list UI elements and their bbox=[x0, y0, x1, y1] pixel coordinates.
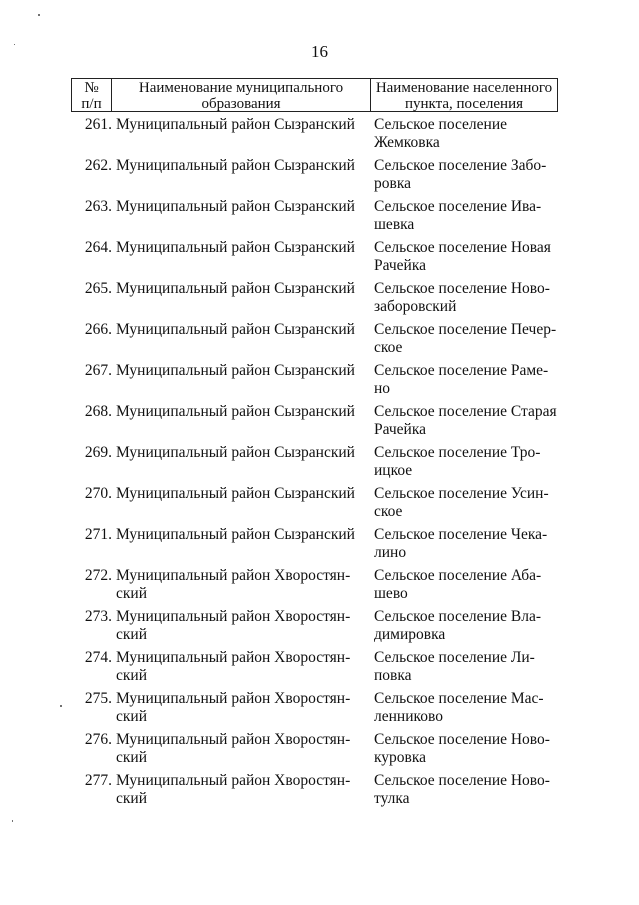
settlement-line2: ское bbox=[374, 503, 403, 520]
settlement-line1: Сельское поселение Забо- bbox=[374, 157, 547, 174]
row-number: 272. bbox=[84, 567, 112, 584]
settlement-line1: Сельское поселение Мас- bbox=[374, 690, 544, 707]
settlement-line1: Сельское поселение Аба- bbox=[374, 567, 542, 584]
row-number: 262. bbox=[84, 157, 112, 174]
row-number: 274. bbox=[84, 649, 112, 666]
municipality-line1: Муниципальный район Сызранский bbox=[116, 321, 355, 338]
settlement-cell bbox=[374, 772, 564, 808]
settlement-line2: Жемковка bbox=[374, 134, 440, 151]
municipality-line2: ский bbox=[116, 626, 147, 643]
municipality-cell bbox=[116, 567, 366, 603]
header-number-line2: п/п bbox=[81, 96, 102, 112]
settlement-line1: Сельское поселение Ли- bbox=[374, 649, 535, 666]
settlement-cell bbox=[374, 690, 564, 726]
municipality-line1: Муниципальный район Хворостян- bbox=[116, 608, 351, 625]
settlement-cell bbox=[374, 444, 564, 480]
row-number: 263. bbox=[84, 198, 112, 215]
municipality-cell bbox=[116, 116, 366, 134]
settlement-line2: лино bbox=[374, 544, 407, 561]
header-municipality-column bbox=[112, 79, 371, 111]
settlement-cell bbox=[374, 403, 564, 439]
row-number: 269. bbox=[84, 444, 112, 461]
scan-speck bbox=[12, 820, 13, 822]
header-settlement-line1: Наименование населенного bbox=[375, 80, 553, 96]
row-number: 277. bbox=[84, 772, 112, 789]
municipality-line1: Муниципальный район Сызранский bbox=[116, 157, 355, 174]
settlement-line1: Сельское поселение Новая bbox=[374, 239, 551, 256]
municipality-cell bbox=[116, 198, 366, 216]
municipality-line1: Муниципальный район Хворостян- bbox=[116, 567, 351, 584]
settlement-line2: ленниково bbox=[374, 708, 443, 725]
settlement-cell bbox=[374, 649, 564, 685]
settlement-line1: Сельское поселение Раме- bbox=[374, 362, 549, 379]
municipality-cell bbox=[116, 321, 366, 339]
settlement-line1: Сельское поселение Ново- bbox=[374, 280, 550, 297]
row-number: 266. bbox=[84, 321, 112, 338]
municipality-line2: ский bbox=[116, 667, 147, 684]
settlement-line2: тулка bbox=[374, 790, 410, 807]
settlement-line2: димировка bbox=[374, 626, 446, 643]
settlement-line2: Рачейка bbox=[374, 421, 427, 438]
settlement-line1: Сельское поселение Усин- bbox=[374, 485, 549, 502]
header-number-line1: № bbox=[84, 80, 99, 96]
settlement-cell bbox=[374, 608, 564, 644]
header-municipality-line1: Наименование муниципального bbox=[138, 80, 344, 96]
settlement-line1: Сельское поселение bbox=[374, 116, 507, 133]
municipality-cell bbox=[116, 485, 366, 503]
row-number: 268. bbox=[84, 403, 112, 420]
municipality-line2: ский bbox=[116, 585, 147, 602]
settlement-line1: Сельское поселение Ново- bbox=[374, 772, 550, 789]
settlement-line2: повка bbox=[374, 667, 412, 684]
settlement-cell bbox=[374, 239, 564, 275]
settlement-cell bbox=[374, 198, 564, 234]
header-number-column bbox=[72, 79, 112, 111]
municipality-cell bbox=[116, 731, 366, 767]
municipality-line1: Муниципальный район Сызранский bbox=[116, 526, 355, 543]
settlement-cell bbox=[374, 526, 564, 562]
settlement-line2: шевка bbox=[374, 216, 415, 233]
row-number: 261. bbox=[84, 116, 112, 133]
row-number: 273. bbox=[84, 608, 112, 625]
municipality-cell bbox=[116, 362, 366, 380]
settlement-line1: Сельское поселение Старая bbox=[374, 403, 557, 420]
row-number: 271. bbox=[84, 526, 112, 543]
settlement-line2: Рачейка bbox=[374, 257, 427, 274]
municipality-cell bbox=[116, 157, 366, 175]
municipality-line1: Муниципальный район Сызранский bbox=[116, 403, 355, 420]
settlement-line2: куровка bbox=[374, 749, 427, 766]
municipality-line1: Муниципальный район Сызранский bbox=[116, 362, 355, 379]
settlement-cell bbox=[374, 321, 564, 357]
settlement-cell bbox=[374, 485, 564, 521]
settlement-cell bbox=[374, 567, 564, 603]
municipality-line1: Муниципальный район Хворостян- bbox=[116, 690, 351, 707]
row-number: 265. bbox=[84, 280, 112, 297]
header-municipality-line2: образования bbox=[201, 96, 281, 112]
settlement-cell bbox=[374, 116, 564, 152]
header-settlement-line2: пункта, поселения bbox=[404, 96, 524, 112]
municipality-line1: Муниципальный район Сызранский bbox=[116, 198, 355, 215]
settlement-cell bbox=[374, 157, 564, 193]
scan-speck bbox=[14, 44, 15, 45]
row-number: 275. bbox=[84, 690, 112, 707]
municipality-line1: Муниципальный район Сызранский bbox=[116, 485, 355, 502]
header-settlement-column bbox=[371, 79, 557, 111]
municipality-cell bbox=[116, 608, 366, 644]
settlement-cell bbox=[374, 362, 564, 398]
municipality-cell bbox=[116, 239, 366, 257]
municipality-line2: ский bbox=[116, 708, 147, 725]
municipality-cell bbox=[116, 690, 366, 726]
settlement-line1: Сельское поселение Ива- bbox=[374, 198, 542, 215]
table-header bbox=[71, 78, 558, 112]
municipality-line1: Муниципальный район Хворостян- bbox=[116, 649, 351, 666]
row-number: 264. bbox=[84, 239, 112, 256]
municipality-line1: Муниципальный район Хворостян- bbox=[116, 772, 351, 789]
municipality-line2: ский bbox=[116, 749, 147, 766]
page-number: 16 bbox=[311, 42, 328, 61]
settlement-cell bbox=[374, 731, 564, 767]
municipality-cell bbox=[116, 772, 366, 808]
settlement-line2: но bbox=[374, 380, 391, 397]
settlement-line2: шево bbox=[374, 585, 408, 602]
row-number: 267. bbox=[84, 362, 112, 379]
municipality-cell bbox=[116, 649, 366, 685]
settlement-line2: ицкое bbox=[374, 462, 413, 479]
settlement-line1: Сельское поселение Вла- bbox=[374, 608, 541, 625]
settlement-line2: заборовский bbox=[374, 298, 457, 315]
settlement-line2: ровка bbox=[374, 175, 411, 192]
municipality-cell bbox=[116, 526, 366, 544]
municipality-cell bbox=[116, 280, 366, 298]
municipality-line1: Муниципальный район Сызранский bbox=[116, 444, 355, 461]
municipality-line1: Муниципальный район Хворостян- bbox=[116, 731, 351, 748]
settlement-line1: Сельское поселение Печер- bbox=[374, 321, 557, 338]
municipality-cell bbox=[116, 444, 366, 462]
municipality-line2: ский bbox=[116, 790, 147, 807]
settlement-line2: ское bbox=[374, 339, 403, 356]
row-number: 270. bbox=[84, 485, 112, 502]
row-number: 276. bbox=[84, 731, 112, 748]
settlement-line1: Сельское поселение Тро- bbox=[374, 444, 541, 461]
settlement-cell bbox=[374, 280, 564, 316]
settlement-line1: Сельское поселение Ново- bbox=[374, 731, 550, 748]
municipality-cell bbox=[116, 403, 366, 421]
municipality-line1: Муниципальный район Сызранский bbox=[116, 280, 355, 297]
municipality-line1: Муниципальный район Сызранский bbox=[116, 239, 355, 256]
scan-speck bbox=[38, 14, 40, 16]
municipality-line1: Муниципальный район Сызранский bbox=[116, 116, 355, 133]
settlement-line1: Сельское поселение Чека- bbox=[374, 526, 548, 543]
scan-speck bbox=[60, 705, 62, 707]
